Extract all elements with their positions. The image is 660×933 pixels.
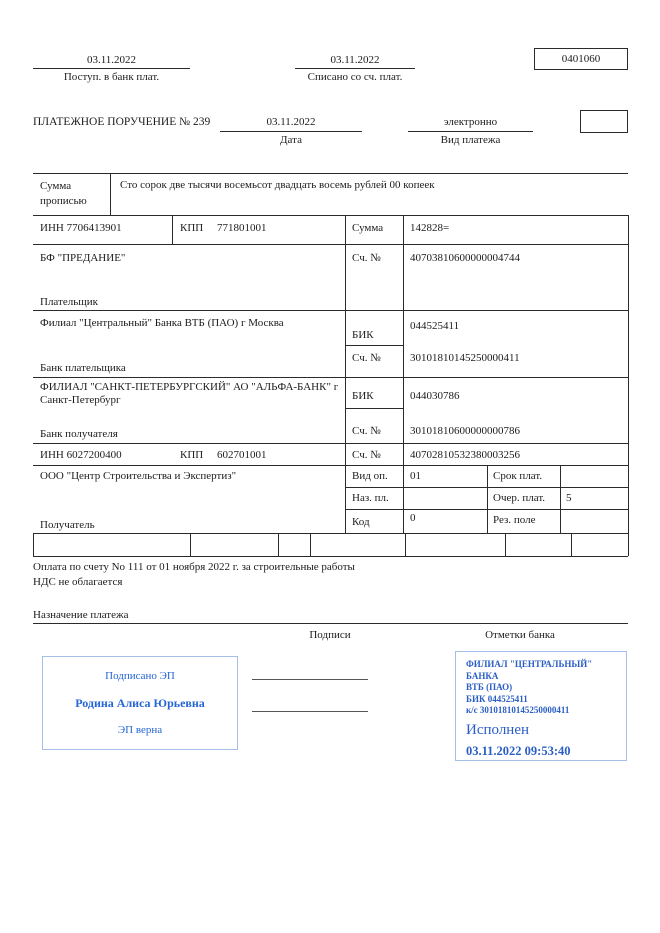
payment-kind-label: Вид платежа xyxy=(440,134,501,146)
esign-stamp xyxy=(42,656,238,750)
table-border xyxy=(190,533,191,556)
table-border xyxy=(33,556,628,557)
table-border xyxy=(628,215,629,556)
payer-kpp-label: КПП xyxy=(180,222,204,234)
table-border xyxy=(345,345,403,346)
table-border xyxy=(403,215,404,533)
table-border xyxy=(310,533,311,556)
payer-account-label: Сч. № xyxy=(352,252,381,264)
payer-label: Плательщик xyxy=(40,296,98,308)
payer-name: БФ "ПРЕДАНИЕ" xyxy=(40,252,126,264)
doc-date-label: Дата xyxy=(280,134,302,146)
debited-date: 03.11.2022 xyxy=(330,54,380,66)
table-border xyxy=(33,244,628,245)
table-border xyxy=(33,173,628,174)
beneficiary-bank-account-label: Сч. № xyxy=(352,425,381,437)
payer-kpp: 771801001 xyxy=(217,222,267,234)
table-border xyxy=(172,215,173,244)
received-date: 03.11.2022 xyxy=(86,54,137,66)
payer-bank-account-label: Сч. № xyxy=(352,352,381,364)
payment-kind-value: электронно xyxy=(443,116,498,128)
beneficiary-name: ООО "Центр Строительства и Экспертиз" xyxy=(40,470,237,482)
res-field-label: Рез. поле xyxy=(493,514,536,526)
table-border xyxy=(33,310,628,311)
beneficiary-account-label: Сч. № xyxy=(352,449,381,461)
received-date-underline xyxy=(33,68,190,69)
stamp-bank-line1: ФИЛИАЛ "ЦЕНТРАЛЬНЫЙ" БАНКА xyxy=(466,659,593,681)
table-border xyxy=(33,533,34,556)
beneficiary-kpp: 602701001 xyxy=(217,449,267,461)
signature-line xyxy=(252,679,368,680)
table-border xyxy=(505,533,506,556)
table-border xyxy=(560,465,561,533)
code-label: Код xyxy=(352,516,370,528)
debited-date-underline xyxy=(295,68,415,69)
op-kind-value: 01 xyxy=(410,470,421,482)
payer-bank-bik: 044525411 xyxy=(410,320,460,332)
stamp-corr-account: к/с 30101810145250000411 xyxy=(466,705,570,715)
signature-line xyxy=(252,711,368,712)
beneficiary-inn: ИНН 6027200400 xyxy=(40,449,122,461)
table-border xyxy=(345,408,403,409)
form-code: 0401060 xyxy=(561,53,601,65)
beneficiary-label: Получатель xyxy=(40,519,95,531)
signatures-label: Подписи xyxy=(309,629,351,641)
table-border xyxy=(33,443,628,444)
table-border xyxy=(278,533,279,556)
amount-in-words: Сто сорок две тысячи восемьсот двадцать восемь рублей 00 копеек xyxy=(120,179,435,191)
beneficiary-bank-label: Банк получателя xyxy=(40,428,118,440)
purpose-label: Назначение платежа xyxy=(33,609,129,621)
debited-date-label: Списано со сч. плат. xyxy=(307,71,403,83)
table-border xyxy=(487,465,488,533)
doc-date-value: 03.11.2022 xyxy=(266,116,316,128)
sum-value: 142828= xyxy=(410,222,450,234)
table-border xyxy=(345,215,346,533)
form-code-box xyxy=(534,48,628,70)
payer-bank-name: Филиал "Центральный" Банка ВТБ (ПАО) г Москва xyxy=(40,317,284,329)
table-border xyxy=(33,377,628,378)
stamp-bik: БИК 044525411 xyxy=(466,693,528,704)
table-border xyxy=(33,465,628,466)
purpose-line1: Оплата по счету No 111 от 01 ноября 2022 г. за строительные работы xyxy=(33,561,355,573)
pay-order-value: 5 xyxy=(566,492,572,504)
stamp-datetime: 03.11.2022 09:53:40 xyxy=(466,743,571,758)
payer-account: 40703810600000004744 xyxy=(410,252,520,264)
table-border xyxy=(33,215,628,216)
sum-label: Сумма xyxy=(352,222,384,234)
table-border xyxy=(571,533,572,556)
op-kind-label: Вид оп. xyxy=(352,470,388,482)
esign-signer-name: Родина Алиса Юрьевна xyxy=(75,695,205,710)
beneficiary-bank-account: 30101810600000000786 xyxy=(410,425,520,437)
code-value: 0 xyxy=(410,512,416,524)
stamp-bank-line2: ВТБ (ПАО) xyxy=(466,682,513,692)
payer-bank-bik-label: БИК xyxy=(352,329,374,341)
document-title: ПЛАТЕЖНОЕ ПОРУЧЕНИЕ № 239 xyxy=(33,116,211,128)
beneficiary-bank-name: ФИЛИАЛ "САНКТ-ПЕТЕРБУРГСКИЙ" АО "АЛЬФА-БАНК" г Санкт-Петербург xyxy=(40,381,339,406)
esign-line1: Подписано ЭП xyxy=(105,670,175,683)
payer-inn: ИНН 7706413901 xyxy=(40,222,122,234)
table-border xyxy=(33,533,628,534)
payer-bank-account: 30101810145250000411 xyxy=(410,352,520,364)
pay-order-label: Очер. плат. xyxy=(493,492,546,504)
beneficiary-bank-bik: 044030786 xyxy=(410,390,460,402)
purpose-line2: НДС не облагается xyxy=(33,576,123,588)
payer-bank-label: Банк плательщика xyxy=(40,362,126,374)
esign-line3: ЭП верна xyxy=(117,723,163,736)
received-date-label: Поступ. в банк плат. xyxy=(63,71,160,83)
table-border xyxy=(405,533,406,556)
bank-marks-label: Отметки банка xyxy=(485,629,555,641)
beneficiary-account: 40702810532380003256 xyxy=(410,449,520,461)
beneficiary-bank-bik-label: БИК xyxy=(352,390,374,402)
stamp-status: Исполнен xyxy=(466,721,530,738)
beneficiary-kpp-label: КПП xyxy=(180,449,204,461)
bank-stamp xyxy=(455,651,627,761)
purpose-code-label: Наз. пл. xyxy=(352,492,389,504)
pay-term-label: Срок плат. xyxy=(493,470,543,482)
status-code-box xyxy=(580,110,628,133)
table-border xyxy=(110,173,111,215)
doc-date-underline xyxy=(220,131,362,132)
payment-kind-underline xyxy=(408,131,533,132)
purpose-underline xyxy=(33,623,628,624)
amount-in-words-label: Сумма прописью xyxy=(40,180,87,207)
